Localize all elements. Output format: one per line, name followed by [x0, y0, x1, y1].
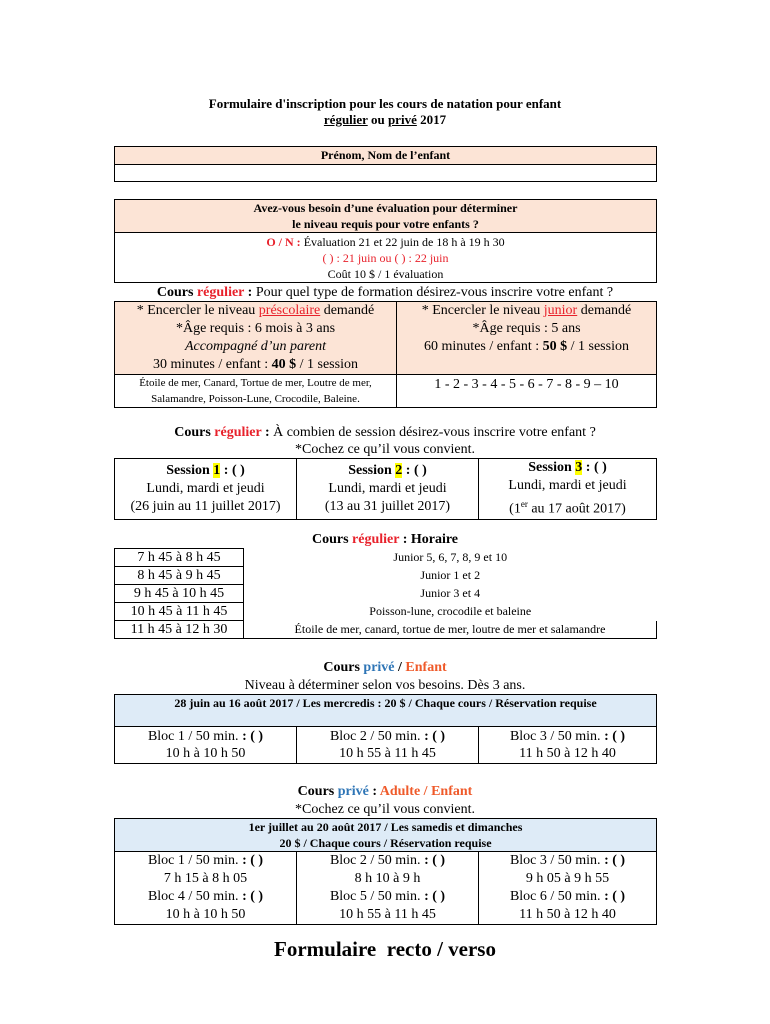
session-1[interactable]: Session 1 : ( ) Lundi, mardi et jeudi (26 juin au 11 juillet 2017) [115, 459, 297, 520]
private-adult-header: 1er juillet au 20 août 2017 / Les samedis et dimanches 20 $ / Chaque cours / Réservation requise [115, 819, 657, 852]
private-adult-table [114, 818, 657, 925]
private-adult-block-4[interactable]: Bloc 4 / 50 min. : ( ) 10 h à 10 h 50 [115, 888, 297, 925]
private-adult-title: Cours privé : Adulte / Enfant *Cochez ce qu’il vous convient. [294, 784, 475, 817]
schedule-row: 9 h 45 à 10 h 45 Junior 3 et 4 [115, 585, 657, 603]
preschool-option: * Encercler le niveau préscolaire demandé *Âge requis : 6 mois à 3 ans Accompagné d’un parent 30 minutes / enfant : 40 $ / 1 session [115, 302, 397, 375]
session-2[interactable]: Session 2 : ( ) Lundi, mardi et jeudi (13 au 31 juillet 2017) [297, 459, 479, 520]
private-child-header: 28 juin au 16 août 2017 / Les mercredis : 20 $ / Chaque cours / Réservation requise [115, 695, 657, 727]
child-name-field[interactable] [115, 165, 657, 182]
private-child-table [114, 694, 657, 764]
regular-type-table [114, 301, 657, 408]
yes-no-choice[interactable]: O / N : [266, 234, 301, 249]
private-adult-block-5[interactable]: Bloc 5 / 50 min. : ( ) 10 h 55 à 11 h 45 [297, 888, 479, 925]
evaluation-table [114, 199, 657, 283]
schedule-table [114, 548, 657, 639]
preschool-levels[interactable]: Étoile de mer, Canard, Tortue de mer, Loutre de mer, Salamandre, Poisson-Lune, Crocodile, Baleine. [115, 375, 397, 408]
schedule-row: 10 h 45 à 11 h 45 Poisson-lune, crocodile et baleine [115, 603, 657, 621]
sessions-question: Cours régulier : À combien de session désirez-vous inscrire votre enfant ? *Cochez ce qu’il vous convient. [174, 425, 596, 457]
child-name-table [114, 146, 657, 182]
evaluation-date-choice[interactable]: ( ) : 21 juin ou ( ) : 22 juin [322, 250, 449, 265]
schedule-row: 8 h 45 à 9 h 45 Junior 1 et 2 [115, 567, 657, 585]
title-line-1: Formulaire d'inscription pour les cours de natation pour enfant [208, 96, 562, 111]
private-child-block-2[interactable]: Bloc 2 / 50 min. : ( ) 10 h 55 à 11 h 45 [297, 727, 479, 764]
schedule-title: Cours régulier : Horaire [311, 532, 459, 547]
title-line-2: régulier ou privé 2017 [323, 112, 447, 127]
evaluation-cost: Coût 10 $ / 1 évaluation [327, 266, 444, 281]
child-name-header: Prénom, Nom de l’enfant [115, 147, 657, 165]
evaluation-question: Avez-vous besoin d’une évaluation pour déterminer le niveau requis pour votre enfants ? [115, 200, 657, 233]
private-adult-block-2[interactable]: Bloc 2 / 50 min. : ( ) 8 h 10 à 9 h [297, 852, 479, 889]
session-3[interactable]: Session 3 : ( ) Lundi, mardi et jeudi (1er au 17 août 2017) [479, 459, 657, 520]
private-child-block-1[interactable]: Bloc 1 / 50 min. : ( ) 10 h à 10 h 50 [115, 727, 297, 764]
footer-note: Formulaire recto / verso [274, 937, 496, 961]
private-adult-block-1[interactable]: Bloc 1 / 50 min. : ( ) 7 h 15 à 8 h 05 [115, 852, 297, 889]
junior-option: * Encercler le niveau junior demandé *Âge requis : 5 ans 60 minutes / enfant : 50 $ / 1 session [397, 302, 657, 375]
private-adult-block-3[interactable]: Bloc 3 / 50 min. : ( ) 9 h 05 à 9 h 55 [479, 852, 657, 889]
sessions-table [114, 458, 657, 520]
junior-levels[interactable]: 1 - 2 - 3 - 4 - 5 - 6 - 7 - 8 - 9 – 10 [397, 375, 657, 408]
private-child-title: Cours privé / Enfant Niveau à déterminer selon vos besoins. Dès 3 ans. [244, 660, 526, 693]
evaluation-options: O / N : Évaluation 21 et 22 juin de 18 h à 19 h 30 ( ) : 21 juin ou ( ) : 22 juin Coût 10 $ / 1 évaluation [115, 233, 657, 283]
private-child-block-3[interactable]: Bloc 3 / 50 min. : ( ) 11 h 50 à 12 h 40 [479, 727, 657, 764]
private-adult-block-6[interactable]: Bloc 6 / 50 min. : ( ) 11 h 50 à 12 h 40 [479, 888, 657, 925]
regular-type-question: Cours régulier : Pour quel type de formation désirez-vous inscrire votre enfant ? [156, 285, 614, 300]
schedule-row: 7 h 45 à 8 h 45 Junior 5, 6, 7, 8, 9 et 10 [115, 549, 657, 567]
schedule-row: 11 h 45 à 12 h 30 Étoile de mer, canard, tortue de mer, loutre de mer et salamandre [115, 621, 657, 639]
form-title [0, 96, 770, 128]
